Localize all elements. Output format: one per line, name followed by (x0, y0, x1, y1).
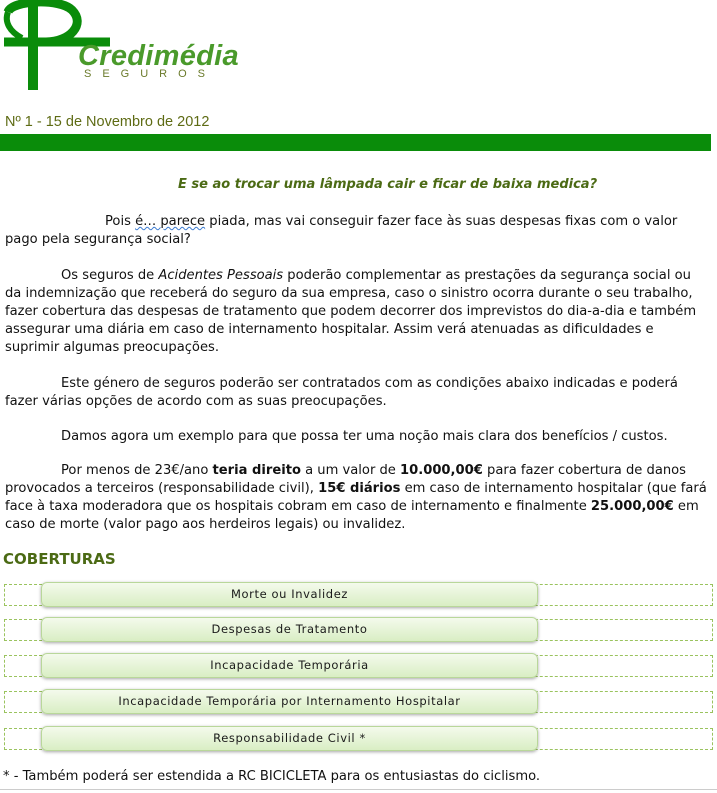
footnote: * - Também poderá ser estendida a RC BICICLETA para os entusiastas do ciclismo. (3, 769, 541, 784)
p3-text: Este género de seguros poderão ser contratados com as condições abaixo indicadas e poderá fazer várias opções de acordo com as suas preocupações. (5, 376, 678, 409)
paragraph-accidents (5, 267, 711, 357)
coverage-row (4, 728, 713, 750)
p5-s5: em caso de morte (valor pago aos herdeiros legais) ou invalidez. (5, 499, 699, 532)
p1-text-b: é… parece (135, 214, 206, 229)
paragraph-conditions (5, 375, 711, 411)
p5-s3: para fazer cobertura de danos provocados a terceiros (responsabilidade civil), (5, 463, 686, 496)
logo-name-part1: Credi (78, 40, 154, 72)
p1-text-c: piada, mas vai conseguir fazer face às suas despesas fixas com o valor pago pela segurança social? (5, 214, 678, 247)
coverage-row (4, 655, 713, 677)
coverage-row (4, 584, 713, 606)
coverage-item-death-disability[interactable]: Morte ou Invalidez (41, 582, 538, 607)
p5-b2: 10.000,00€ (400, 463, 483, 478)
coverage-item-hospitalization[interactable]: Incapacidade Temporária por Internamento Hospitalar (41, 689, 538, 714)
article-headline: E se ao trocar uma lâmpada cair e ficar de baixa medica? (178, 177, 598, 192)
paragraph-costs (5, 462, 711, 534)
coverages-title: COBERTURAS (3, 550, 116, 568)
p5-s4: em caso de internamento hospitalar (que fará face à taxa moderadora que os hospitais cobram em caso de internamento e finalmente (5, 481, 707, 514)
p2-text-italic: Acidentes Pessoais (158, 268, 284, 283)
paragraph-example (5, 428, 711, 446)
logo-name-part2: média (153, 40, 239, 72)
paragraph-intro (5, 213, 711, 249)
coverage-row (4, 619, 713, 641)
coverage-item-treatment-expenses[interactable]: Despesas de Tratamento (41, 617, 538, 642)
credimedia-logo[interactable] (0, 0, 260, 90)
logo-tagline: SEGUROS (84, 68, 217, 80)
p5-b3: 15€ diários (318, 481, 401, 496)
p5-s2: a um valor de (300, 463, 401, 478)
bottom-divider (0, 789, 717, 790)
coverage-item-temporary-incapacity[interactable]: Incapacidade Temporária (41, 653, 538, 678)
coverage-row (4, 691, 713, 713)
coverage-item-civil-liability[interactable]: Responsabilidade Civil * (41, 726, 538, 751)
p5-b4: 25.000,00€ (590, 499, 674, 514)
p1-text-a: Pois (105, 214, 136, 229)
p4-text: Damos agora um exemplo para que possa ter uma noção mais clara dos benefícios / custos. (61, 429, 668, 444)
p2-text-a: Os seguros de (61, 268, 159, 283)
p2-text-c: poderão complementar as prestações da segurança social ou da indemnização que receberá do seguro da sua empresa, caso o sinistro ocorra durante o seu trabalho, fazer cobertura das despesas de tratamento que podem decorrer dos imprevistos do dia-a-dia e também assegurar uma diária em caso de internamento hospitalar. Assim verá atenuadas as dificuldades e suprimir algumas preocupações. (5, 268, 697, 355)
p5-s1: Por menos de 23€/ano (61, 463, 213, 478)
p5-b1: teria direito (212, 463, 301, 478)
issue-line: Nº 1 - 15 de Novembro de 2012 (5, 114, 210, 130)
header-divider-bar (0, 134, 711, 151)
